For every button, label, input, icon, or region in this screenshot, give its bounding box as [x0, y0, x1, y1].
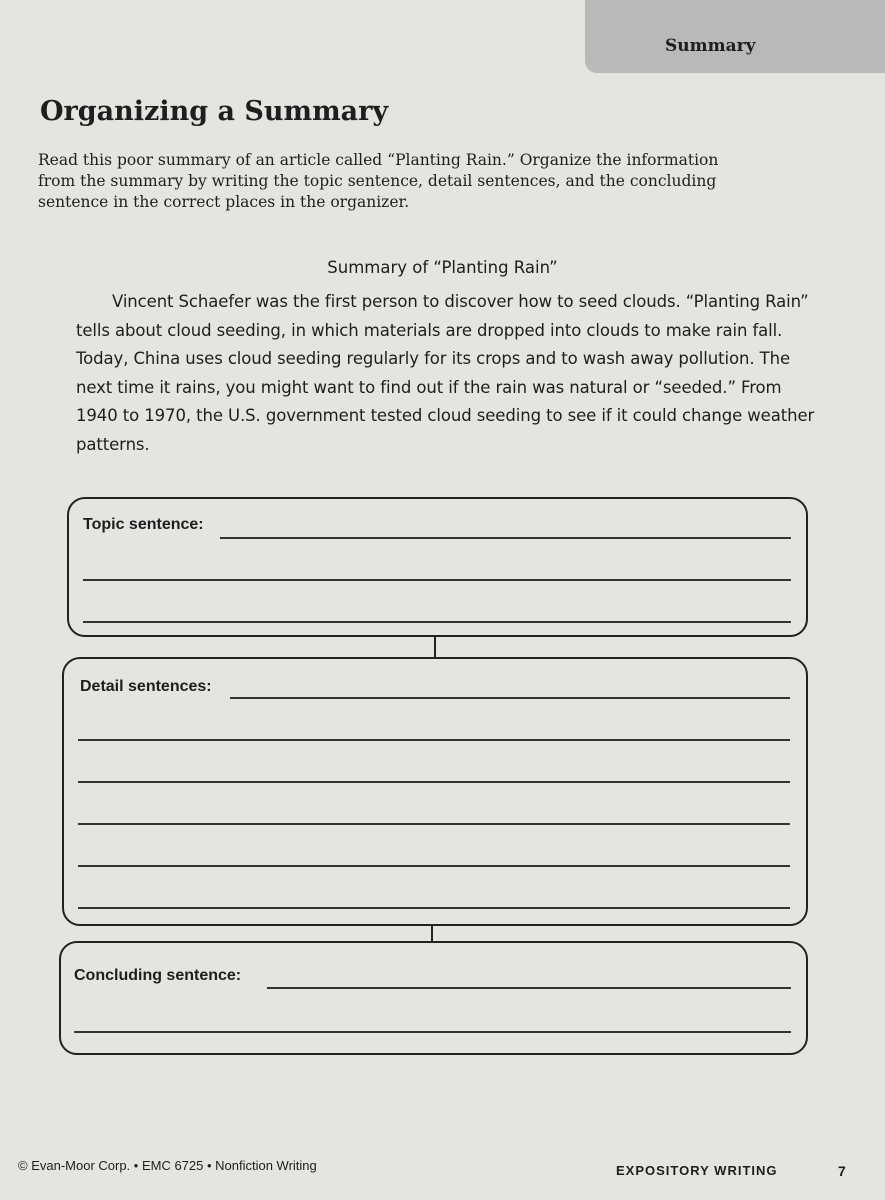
summary-body: Vincent Schaefer was the first person to discover how to seed clouds. “Planting Rain” tells about cloud seeding, in which materials are dropped into clouds to make rain fall. Today, China uses cloud seeding regularly for its crops and to wash away pollution. The next time it rains, you might want to find out if the rain was natural or “seeded.” From 1940 to 1970, the U.S. government tested cloud seeding to see if it could change weather patterns. [76, 292, 815, 454]
concluding-line-2[interactable] [74, 1031, 791, 1033]
summary-title: Summary of “Planting Rain” [327, 258, 558, 277]
detail-line-4[interactable] [78, 823, 790, 825]
section-tab-label: Summary [665, 36, 756, 56]
copyright-footer: © Evan-Moor Corp. • EMC 6725 • Nonfiction Writing [18, 1158, 317, 1173]
topic-line-3[interactable] [83, 621, 791, 623]
page-number: 7 [838, 1163, 846, 1179]
page-title: Organizing a Summary [40, 96, 389, 127]
detail-sentences-label: Detail sentences: [80, 678, 212, 695]
detail-line-6[interactable] [78, 907, 790, 909]
detail-line-1[interactable] [230, 697, 790, 699]
topic-line-1[interactable] [220, 537, 791, 539]
concluding-sentence-label: Concluding sentence: [74, 967, 242, 984]
detail-line-3[interactable] [78, 781, 790, 783]
concluding-line-1[interactable] [267, 987, 791, 989]
connector-topic-detail [434, 635, 436, 657]
topic-line-2[interactable] [83, 579, 791, 581]
detail-line-2[interactable] [78, 739, 790, 741]
detail-line-5[interactable] [78, 865, 790, 867]
instructions: Read this poor summary of an article called “Planting Rain.” Organize the information from the summary by writing the topic sentence, detail sentences, and the concluding sentence in the correct places in the organizer. [38, 151, 719, 211]
section-footer: EXPOSITORY WRITING [616, 1163, 778, 1178]
topic-sentence-label: Topic sentence: [83, 516, 204, 533]
concluding-sentence-box [59, 941, 808, 1055]
connector-detail-concluding [431, 924, 433, 941]
